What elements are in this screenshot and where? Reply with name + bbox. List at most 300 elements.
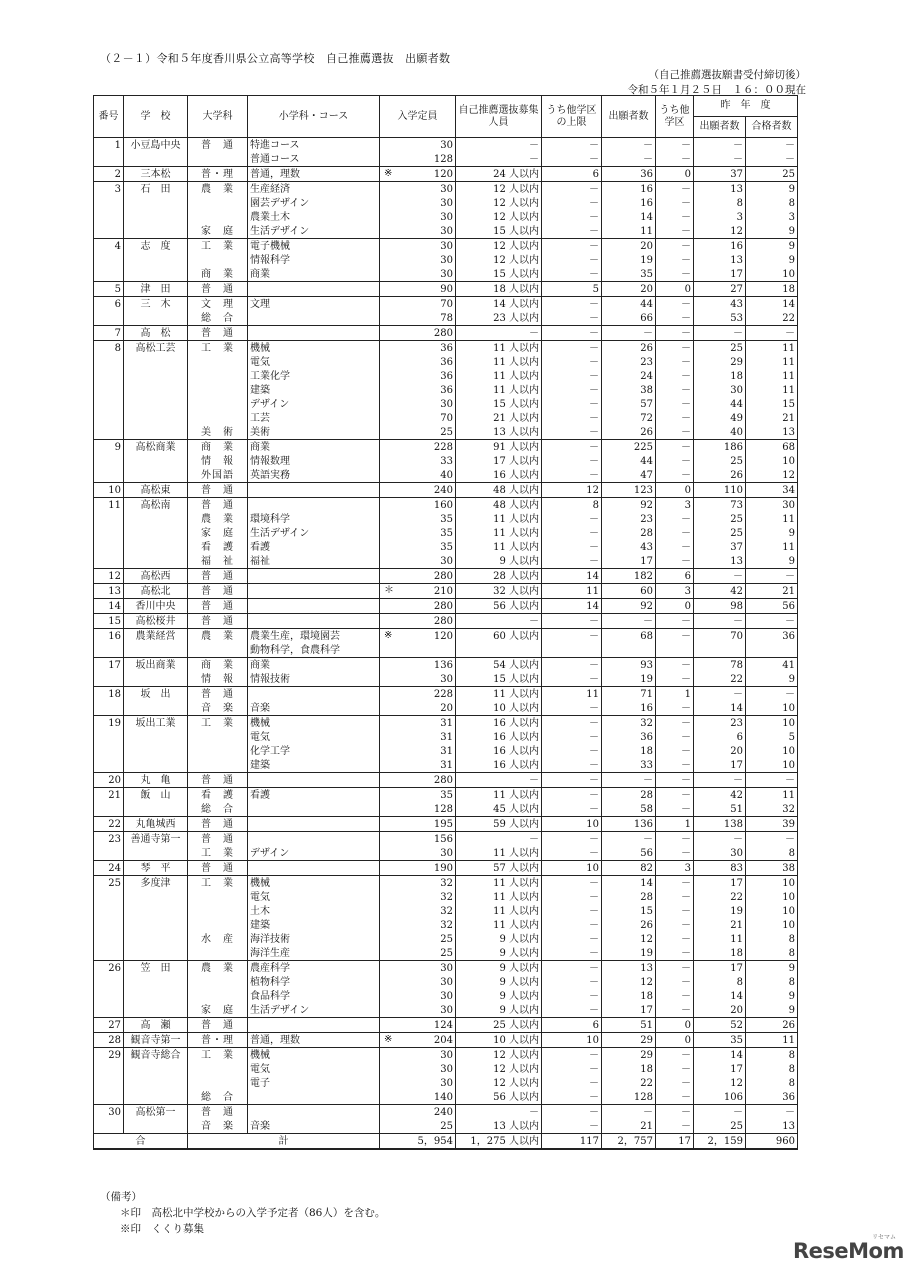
capacity: 280 bbox=[380, 599, 456, 614]
outside-limit: － bbox=[542, 1090, 602, 1105]
outside-limit: － bbox=[542, 182, 602, 197]
table-row bbox=[94, 658, 798, 673]
ly-passed: 14 bbox=[746, 297, 798, 312]
ly-passed: 11 bbox=[746, 1033, 798, 1048]
capacity: 30 bbox=[380, 138, 456, 153]
ly-passed: 8 bbox=[746, 1048, 798, 1063]
ly-passed: 10 bbox=[746, 454, 798, 468]
quota: 11 人以内 bbox=[456, 890, 542, 904]
ly-passed: 8 bbox=[746, 946, 798, 961]
quota: 16 人以内 bbox=[456, 744, 542, 758]
mark-symbol: ※ bbox=[384, 630, 393, 641]
quota: 9 人以内 bbox=[456, 554, 542, 569]
sub-department: 生活デザイン bbox=[248, 526, 380, 540]
quota: 11 人以内 bbox=[456, 512, 542, 526]
outside-applicants: － bbox=[656, 1076, 694, 1090]
table-row bbox=[94, 355, 798, 369]
outside-applicants: － bbox=[656, 1105, 694, 1120]
capacity bbox=[380, 584, 456, 599]
mark-symbol: ※ bbox=[384, 168, 393, 179]
row-number bbox=[94, 802, 124, 817]
applicants: － bbox=[602, 773, 656, 788]
capacity: 35 bbox=[380, 788, 456, 803]
ly-applicants: － bbox=[694, 773, 746, 788]
capacity: 35 bbox=[380, 526, 456, 540]
ly-passed: － bbox=[746, 687, 798, 702]
capacity: 228 bbox=[380, 440, 456, 455]
quota: 28 人以内 bbox=[456, 569, 542, 584]
outside-applicants: － bbox=[656, 311, 694, 326]
outside-limit: － bbox=[542, 946, 602, 961]
table-row bbox=[94, 425, 798, 440]
ly-passed: 8 bbox=[746, 196, 798, 210]
capacity: 25 bbox=[380, 1119, 456, 1134]
school-name bbox=[124, 918, 188, 932]
school-name bbox=[124, 1090, 188, 1105]
outside-limit: 11 bbox=[542, 584, 602, 599]
remarks-heading: （備考） bbox=[100, 1191, 142, 1203]
ly-applicants: － bbox=[694, 152, 746, 167]
sub-department: 食品科学 bbox=[248, 989, 380, 1003]
ly-applicants: 30 bbox=[694, 383, 746, 397]
table-row bbox=[94, 138, 798, 153]
outside-applicants: － bbox=[656, 890, 694, 904]
school-name bbox=[124, 643, 188, 658]
school-name bbox=[124, 369, 188, 383]
capacity: 70 bbox=[380, 297, 456, 312]
ly-applicants: 30 bbox=[694, 846, 746, 861]
ly-passed: 10 bbox=[746, 918, 798, 932]
quota: 12 人以内 bbox=[456, 1048, 542, 1063]
department: 農 業 bbox=[188, 182, 248, 197]
outside-limit: － bbox=[542, 355, 602, 369]
row-number bbox=[94, 846, 124, 861]
table-row bbox=[94, 196, 798, 210]
capacity: 32 bbox=[380, 890, 456, 904]
row-number bbox=[94, 512, 124, 526]
ly-applicants: 6 bbox=[694, 730, 746, 744]
department: 農 業 bbox=[188, 961, 248, 976]
table-row bbox=[94, 599, 798, 614]
capacity: 30 bbox=[380, 239, 456, 254]
outside-applicants: 6 bbox=[656, 569, 694, 584]
applicants: 26 bbox=[602, 425, 656, 440]
sub-department: 音楽 bbox=[248, 701, 380, 716]
department bbox=[188, 946, 248, 961]
outside-limit: － bbox=[542, 369, 602, 383]
capacity: 190 bbox=[380, 861, 456, 876]
department bbox=[188, 152, 248, 167]
sub-department bbox=[248, 282, 380, 297]
sub-department: 電気 bbox=[248, 890, 380, 904]
capacity: 156 bbox=[380, 832, 456, 847]
capacity: 31 bbox=[380, 730, 456, 744]
ly-passed: 10 bbox=[746, 716, 798, 731]
outside-applicants: － bbox=[656, 267, 694, 282]
school-name bbox=[124, 224, 188, 239]
outside-applicants: － bbox=[656, 152, 694, 167]
sub-department: 英語実務 bbox=[248, 468, 380, 483]
table-row bbox=[94, 540, 798, 554]
department bbox=[188, 890, 248, 904]
ly-passed: 36 bbox=[746, 629, 798, 644]
table-row bbox=[94, 468, 798, 483]
outside-limit: － bbox=[542, 890, 602, 904]
sub-department: 生産経済 bbox=[248, 182, 380, 197]
quota: 15 人以内 bbox=[456, 224, 542, 239]
outside-applicants: － bbox=[656, 932, 694, 946]
ly-applicants: 23 bbox=[694, 716, 746, 731]
total-label-right: 計 bbox=[188, 1134, 380, 1150]
sub-department: 環境科学 bbox=[248, 512, 380, 526]
ly-applicants: 25 bbox=[694, 512, 746, 526]
ly-applicants: 8 bbox=[694, 196, 746, 210]
quota: 57 人以内 bbox=[456, 861, 542, 876]
ly-applicants: 43 bbox=[694, 297, 746, 312]
sub-department: 機械 bbox=[248, 876, 380, 891]
table-row bbox=[94, 832, 798, 847]
header-outside: うち他学区 bbox=[656, 96, 694, 138]
ly-applicants: 27 bbox=[694, 282, 746, 297]
ly-passed: 10 bbox=[746, 267, 798, 282]
applicants: 56 bbox=[602, 846, 656, 861]
capacity: 30 bbox=[380, 1048, 456, 1063]
school-name bbox=[124, 512, 188, 526]
capacity: 40 bbox=[380, 468, 456, 483]
sub-department: 機械 bbox=[248, 1048, 380, 1063]
sub-department: 園芸デザイン bbox=[248, 196, 380, 210]
row-number bbox=[94, 355, 124, 369]
outside-limit: － bbox=[542, 540, 602, 554]
table-row bbox=[94, 989, 798, 1003]
sub-department bbox=[248, 687, 380, 702]
school-name bbox=[124, 411, 188, 425]
sub-department bbox=[248, 817, 380, 832]
ly-passed: 10 bbox=[746, 904, 798, 918]
outside-applicants: － bbox=[656, 440, 694, 455]
sub-department bbox=[248, 311, 380, 326]
applicants: 44 bbox=[602, 297, 656, 312]
capacity: 36 bbox=[380, 341, 456, 356]
school-name: 飯 山 bbox=[124, 788, 188, 803]
capacity: 32 bbox=[380, 876, 456, 891]
quota: 12 人以内 bbox=[456, 210, 542, 224]
school-name bbox=[124, 846, 188, 861]
quota: 11 人以内 bbox=[456, 341, 542, 356]
sub-department: 生活デザイン bbox=[248, 1003, 380, 1018]
outside-applicants: 1 bbox=[656, 817, 694, 832]
ly-applicants: 42 bbox=[694, 584, 746, 599]
outside-limit: － bbox=[542, 253, 602, 267]
department: 情 報 bbox=[188, 672, 248, 687]
applicants: 23 bbox=[602, 512, 656, 526]
sub-department: 電気 bbox=[248, 355, 380, 369]
quota: 11 人以内 bbox=[456, 355, 542, 369]
quota: 11 人以内 bbox=[456, 904, 542, 918]
school-name bbox=[124, 454, 188, 468]
ly-applicants: 17 bbox=[694, 758, 746, 773]
outside-applicants: － bbox=[656, 1003, 694, 1018]
table-row bbox=[94, 584, 798, 599]
ly-passed: 11 bbox=[746, 540, 798, 554]
ly-applicants: 13 bbox=[694, 554, 746, 569]
school-name: 高松東 bbox=[124, 483, 188, 498]
ly-passed: － bbox=[746, 832, 798, 847]
ly-passed: 9 bbox=[746, 1003, 798, 1018]
quota: － bbox=[456, 326, 542, 341]
capacity: 35 bbox=[380, 512, 456, 526]
outside-applicants: － bbox=[656, 554, 694, 569]
outside-limit bbox=[542, 643, 602, 658]
quota: 17 人以内 bbox=[456, 454, 542, 468]
quota: 48 人以内 bbox=[456, 483, 542, 498]
applicants: 47 bbox=[602, 468, 656, 483]
applicants: 51 bbox=[602, 1018, 656, 1033]
total-quota: 1，275 人以内 bbox=[456, 1134, 542, 1150]
capacity: 30 bbox=[380, 1003, 456, 1018]
department: 美 術 bbox=[188, 425, 248, 440]
outside-limit: 14 bbox=[542, 569, 602, 584]
ly-applicants: 40 bbox=[694, 425, 746, 440]
quota: 11 人以内 bbox=[456, 846, 542, 861]
school-name bbox=[124, 758, 188, 773]
row-number: 3 bbox=[94, 182, 124, 197]
table-row bbox=[94, 297, 798, 312]
ly-applicants: － bbox=[694, 687, 746, 702]
department: 普 通 bbox=[188, 599, 248, 614]
row-number: 18 bbox=[94, 687, 124, 702]
quota: 11 人以内 bbox=[456, 540, 542, 554]
ly-applicants: 26 bbox=[694, 468, 746, 483]
applicants: 14 bbox=[602, 210, 656, 224]
sub-department bbox=[248, 569, 380, 584]
ly-applicants: 98 bbox=[694, 599, 746, 614]
outside-limit: － bbox=[542, 758, 602, 773]
outside-applicants: 1 bbox=[656, 687, 694, 702]
capacity-value: 120 bbox=[433, 168, 453, 180]
table-row bbox=[94, 1119, 798, 1134]
school-name bbox=[124, 1119, 188, 1134]
ly-applicants: 110 bbox=[694, 483, 746, 498]
deadline-note: （自己推薦選抜願書受付締切後） bbox=[648, 69, 806, 81]
ly-applicants: 14 bbox=[694, 1048, 746, 1063]
applicants: 57 bbox=[602, 397, 656, 411]
row-number: 27 bbox=[94, 1018, 124, 1033]
total-label-left: 合 bbox=[94, 1134, 188, 1150]
department: 普 通 bbox=[188, 817, 248, 832]
table-row bbox=[94, 744, 798, 758]
school-name: 三 木 bbox=[124, 297, 188, 312]
school-name bbox=[124, 672, 188, 687]
row-number bbox=[94, 454, 124, 468]
outside-limit: － bbox=[542, 341, 602, 356]
row-number bbox=[94, 918, 124, 932]
outside-applicants: － bbox=[656, 411, 694, 425]
applicants: 24 bbox=[602, 369, 656, 383]
capacity: 128 bbox=[380, 802, 456, 817]
outside-limit: － bbox=[542, 658, 602, 673]
school-name: 丸 亀 bbox=[124, 773, 188, 788]
applicants: － bbox=[602, 152, 656, 167]
outside-applicants: 0 bbox=[656, 1018, 694, 1033]
quota: 13 人以内 bbox=[456, 425, 542, 440]
outside-applicants: － bbox=[656, 210, 694, 224]
sub-department bbox=[248, 832, 380, 847]
sub-department bbox=[248, 614, 380, 629]
ly-applicants: 21 bbox=[694, 918, 746, 932]
table-row bbox=[94, 961, 798, 976]
school-name: 笠 田 bbox=[124, 961, 188, 976]
table-row bbox=[94, 1076, 798, 1090]
outside-limit: － bbox=[542, 1003, 602, 1018]
school-name: 石 田 bbox=[124, 182, 188, 197]
school-name bbox=[124, 890, 188, 904]
school-name: 高松北 bbox=[124, 584, 188, 599]
applicants: － bbox=[602, 832, 656, 847]
outside-applicants: － bbox=[656, 989, 694, 1003]
capacity: 280 bbox=[380, 773, 456, 788]
applicants: 12 bbox=[602, 975, 656, 989]
sub-department: 植物科学 bbox=[248, 975, 380, 989]
ly-passed: － bbox=[746, 1105, 798, 1120]
outside-applicants: － bbox=[656, 744, 694, 758]
row-number: 6 bbox=[94, 297, 124, 312]
outside-limit: － bbox=[542, 629, 602, 644]
outside-applicants: 3 bbox=[656, 584, 694, 599]
school-name: 高松第一 bbox=[124, 1105, 188, 1120]
table-row bbox=[94, 975, 798, 989]
table-row bbox=[94, 397, 798, 411]
ly-applicants: 12 bbox=[694, 224, 746, 239]
school-name bbox=[124, 152, 188, 167]
department: 家 庭 bbox=[188, 526, 248, 540]
applicants: 19 bbox=[602, 253, 656, 267]
table-row bbox=[94, 526, 798, 540]
ly-passed: 56 bbox=[746, 599, 798, 614]
sub-department: 農産科学 bbox=[248, 961, 380, 976]
school-name: 高松桜井 bbox=[124, 614, 188, 629]
row-number: 14 bbox=[94, 599, 124, 614]
row-number bbox=[94, 1003, 124, 1018]
department bbox=[188, 210, 248, 224]
quota: 32 人以内 bbox=[456, 584, 542, 599]
ly-passed: － bbox=[746, 614, 798, 629]
outside-limit: － bbox=[542, 716, 602, 731]
school-name bbox=[124, 1076, 188, 1090]
department: 普 通 bbox=[188, 687, 248, 702]
department: 普 通 bbox=[188, 138, 248, 153]
quota: 54 人以内 bbox=[456, 658, 542, 673]
ly-applicants: 53 bbox=[694, 311, 746, 326]
table-row bbox=[94, 311, 798, 326]
outside-applicants: － bbox=[656, 526, 694, 540]
mark-symbol: ＊ bbox=[384, 585, 394, 596]
row-number bbox=[94, 1119, 124, 1134]
sub-department: 動物科学，食農科学 bbox=[248, 643, 380, 658]
capacity: 36 bbox=[380, 369, 456, 383]
table-row bbox=[94, 411, 798, 425]
capacity: 30 bbox=[380, 1062, 456, 1076]
sub-department: 音楽 bbox=[248, 1119, 380, 1134]
capacity-value: 204 bbox=[433, 1034, 453, 1046]
row-number bbox=[94, 152, 124, 167]
sub-department: 商業 bbox=[248, 658, 380, 673]
outside-limit: － bbox=[542, 701, 602, 716]
ly-passed: 9 bbox=[746, 253, 798, 267]
table-row bbox=[94, 1105, 798, 1120]
quota: 11 人以内 bbox=[456, 918, 542, 932]
capacity: 90 bbox=[380, 282, 456, 297]
table-row bbox=[94, 629, 798, 644]
ly-passed: 15 bbox=[746, 397, 798, 411]
row-number: 1 bbox=[94, 138, 124, 153]
applicants: 136 bbox=[602, 817, 656, 832]
outside-applicants: － bbox=[656, 946, 694, 961]
school-name bbox=[124, 425, 188, 440]
ly-applicants: － bbox=[694, 326, 746, 341]
sub-department bbox=[248, 584, 380, 599]
school-name bbox=[124, 397, 188, 411]
table-row bbox=[94, 802, 798, 817]
row-number: 26 bbox=[94, 961, 124, 976]
outside-limit: － bbox=[542, 512, 602, 526]
applicants: 16 bbox=[602, 196, 656, 210]
row-number bbox=[94, 672, 124, 687]
outside-applicants: － bbox=[656, 468, 694, 483]
ly-applicants: 70 bbox=[694, 629, 746, 644]
sub-department: 機械 bbox=[248, 341, 380, 356]
ly-passed: 10 bbox=[746, 758, 798, 773]
row-number: 13 bbox=[94, 584, 124, 599]
outside-limit: － bbox=[542, 468, 602, 483]
department bbox=[188, 1062, 248, 1076]
outside-limit: 8 bbox=[542, 498, 602, 513]
department bbox=[188, 411, 248, 425]
school-name: 高松工芸 bbox=[124, 341, 188, 356]
quota: 48 人以内 bbox=[456, 498, 542, 513]
outside-limit: － bbox=[542, 961, 602, 976]
capacity: 35 bbox=[380, 540, 456, 554]
capacity-value: 210 bbox=[433, 585, 453, 597]
ly-passed: 34 bbox=[746, 483, 798, 498]
outside-applicants: － bbox=[656, 975, 694, 989]
applicants: 72 bbox=[602, 411, 656, 425]
table-row bbox=[94, 210, 798, 224]
row-number: 4 bbox=[94, 239, 124, 254]
table-row bbox=[94, 716, 798, 731]
table-row bbox=[94, 1048, 798, 1063]
outside-applicants: － bbox=[656, 961, 694, 976]
department bbox=[188, 369, 248, 383]
school-name: 高松商業 bbox=[124, 440, 188, 455]
row-number: 24 bbox=[94, 861, 124, 876]
applicants: 82 bbox=[602, 861, 656, 876]
sub-department bbox=[248, 498, 380, 513]
quota: 16 人以内 bbox=[456, 758, 542, 773]
sub-department: 普通，理数 bbox=[248, 1033, 380, 1048]
outside-limit: － bbox=[542, 832, 602, 847]
ly-applicants: 35 bbox=[694, 1033, 746, 1048]
outside-limit: 6 bbox=[542, 167, 602, 182]
ly-passed: 9 bbox=[746, 224, 798, 239]
table-row bbox=[94, 730, 798, 744]
department: 普 通 bbox=[188, 483, 248, 498]
ly-applicants: － bbox=[694, 832, 746, 847]
department: 工 業 bbox=[188, 1048, 248, 1063]
applicants: 128 bbox=[602, 1090, 656, 1105]
capacity: 78 bbox=[380, 311, 456, 326]
school-name bbox=[124, 526, 188, 540]
